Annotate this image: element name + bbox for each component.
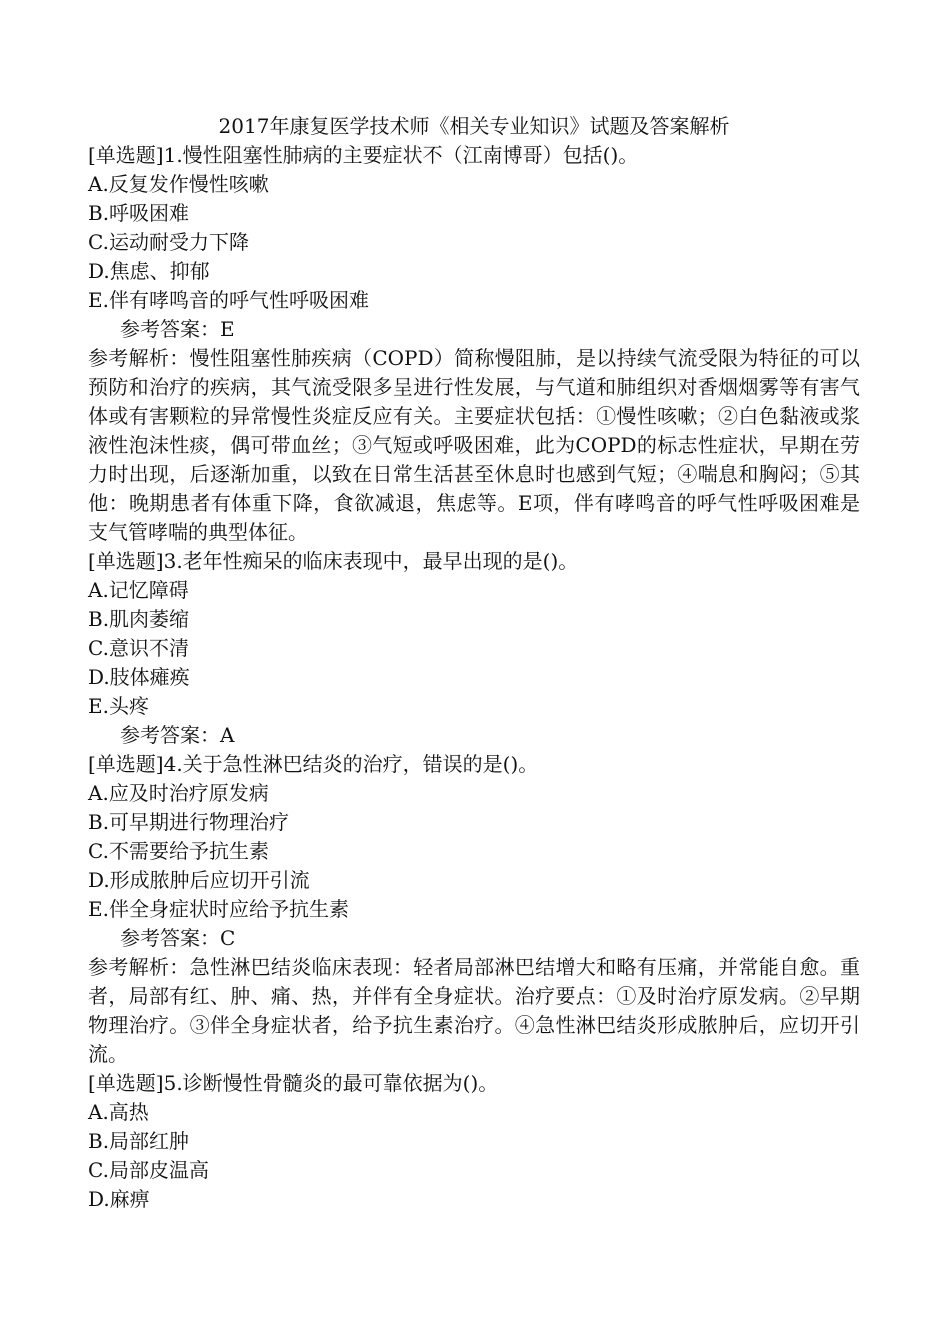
- question-stem: [单选题]1.慢性阻塞性肺病的主要症状不（江南博哥）包括()。: [88, 143, 639, 167]
- reference-analysis: 参考解析：慢性阻塞性肺疾病（COPD）简称慢阻肺，是以持续气流受限为特征的可以预防和治疗的疾病，其气流受限多呈进行性发展，与气道和肺组织对香烟烟雾等有害气体或有害颗粒的异常慢性炎症反应有关。主要症状包括：①慢性咳嗽；②白色黏液或浆液性泡沫性痰，偶可带血丝；③气短或呼吸困难，此为COPD的标志性症状，早期在劳力时出现，后逐渐加重，以致在日常生活甚至休息时也感到气短；④喘息和胸闷；⑤其他：晚期患者有体重下降，食欲减退，焦虑等。E项，伴有哮鸣音的呼气性呼吸困难是支气管哮喘的典型体征。: [88, 346, 860, 544]
- option-c: C.局部皮温高: [88, 1158, 209, 1182]
- option-c: C.不需要给予抗生素: [88, 839, 269, 863]
- option-c: C.运动耐受力下降: [88, 230, 249, 254]
- question-block: [88, 750, 860, 1069]
- question-block: [88, 1069, 860, 1214]
- reference-answer: 参考答案：A: [120, 723, 235, 747]
- reference-answer: 参考答案：E: [120, 317, 235, 341]
- question-stem: [单选题]3.老年性痴呆的临床表现中，最早出现的是()。: [88, 549, 579, 573]
- document-page: [88, 112, 860, 1214]
- question-block: [88, 141, 860, 547]
- question-stem: [单选题]5.诊断慢性骨髓炎的最可靠依据为()。: [88, 1071, 499, 1095]
- reference-answer: 参考答案：C: [120, 926, 236, 950]
- option-d: D.麻痹: [88, 1187, 150, 1211]
- option-a: A.记忆障碍: [88, 578, 189, 602]
- question-stem: [单选题]4.关于急性淋巴结炎的治疗，错误的是()。: [88, 752, 539, 776]
- option-e: E.伴全身症状时应给予抗生素: [88, 897, 349, 921]
- option-d: D.形成脓肿后应切开引流: [88, 868, 310, 892]
- option-b: B.肌肉萎缩: [88, 607, 190, 631]
- option-b: B.可早期进行物理治疗: [88, 810, 290, 834]
- reference-analysis: 参考解析：急性淋巴结炎临床表现：轻者局部淋巴结增大和略有压痛，并常能自愈。重者，局部有红、肿、痛、热，并伴有全身症状。治疗要点：①及时治疗原发病。②早期物理治疗。③伴全身症状者，给予抗生素治疗。④急性淋巴结炎形成脓肿后，应切开引流。: [88, 955, 860, 1066]
- question-block: [88, 547, 860, 750]
- option-b: B.局部红肿: [88, 1129, 190, 1153]
- option-e: E.头疼: [88, 694, 149, 718]
- document-title: 2017年康复医学技术师《相关专业知识》试题及答案解析: [218, 114, 730, 138]
- option-c: C.意识不清: [88, 636, 189, 660]
- option-e: E.伴有哮鸣音的呼气性呼吸困难: [88, 288, 369, 312]
- option-a: A.应及时治疗原发病: [88, 781, 269, 805]
- option-d: D.肢体瘫痪: [88, 665, 190, 689]
- option-a: A.高热: [88, 1100, 149, 1124]
- option-a: A.反复发作慢性咳嗽: [88, 172, 269, 196]
- option-d: D.焦虑、抑郁: [88, 259, 210, 283]
- option-b: B.呼吸困难: [88, 201, 190, 225]
